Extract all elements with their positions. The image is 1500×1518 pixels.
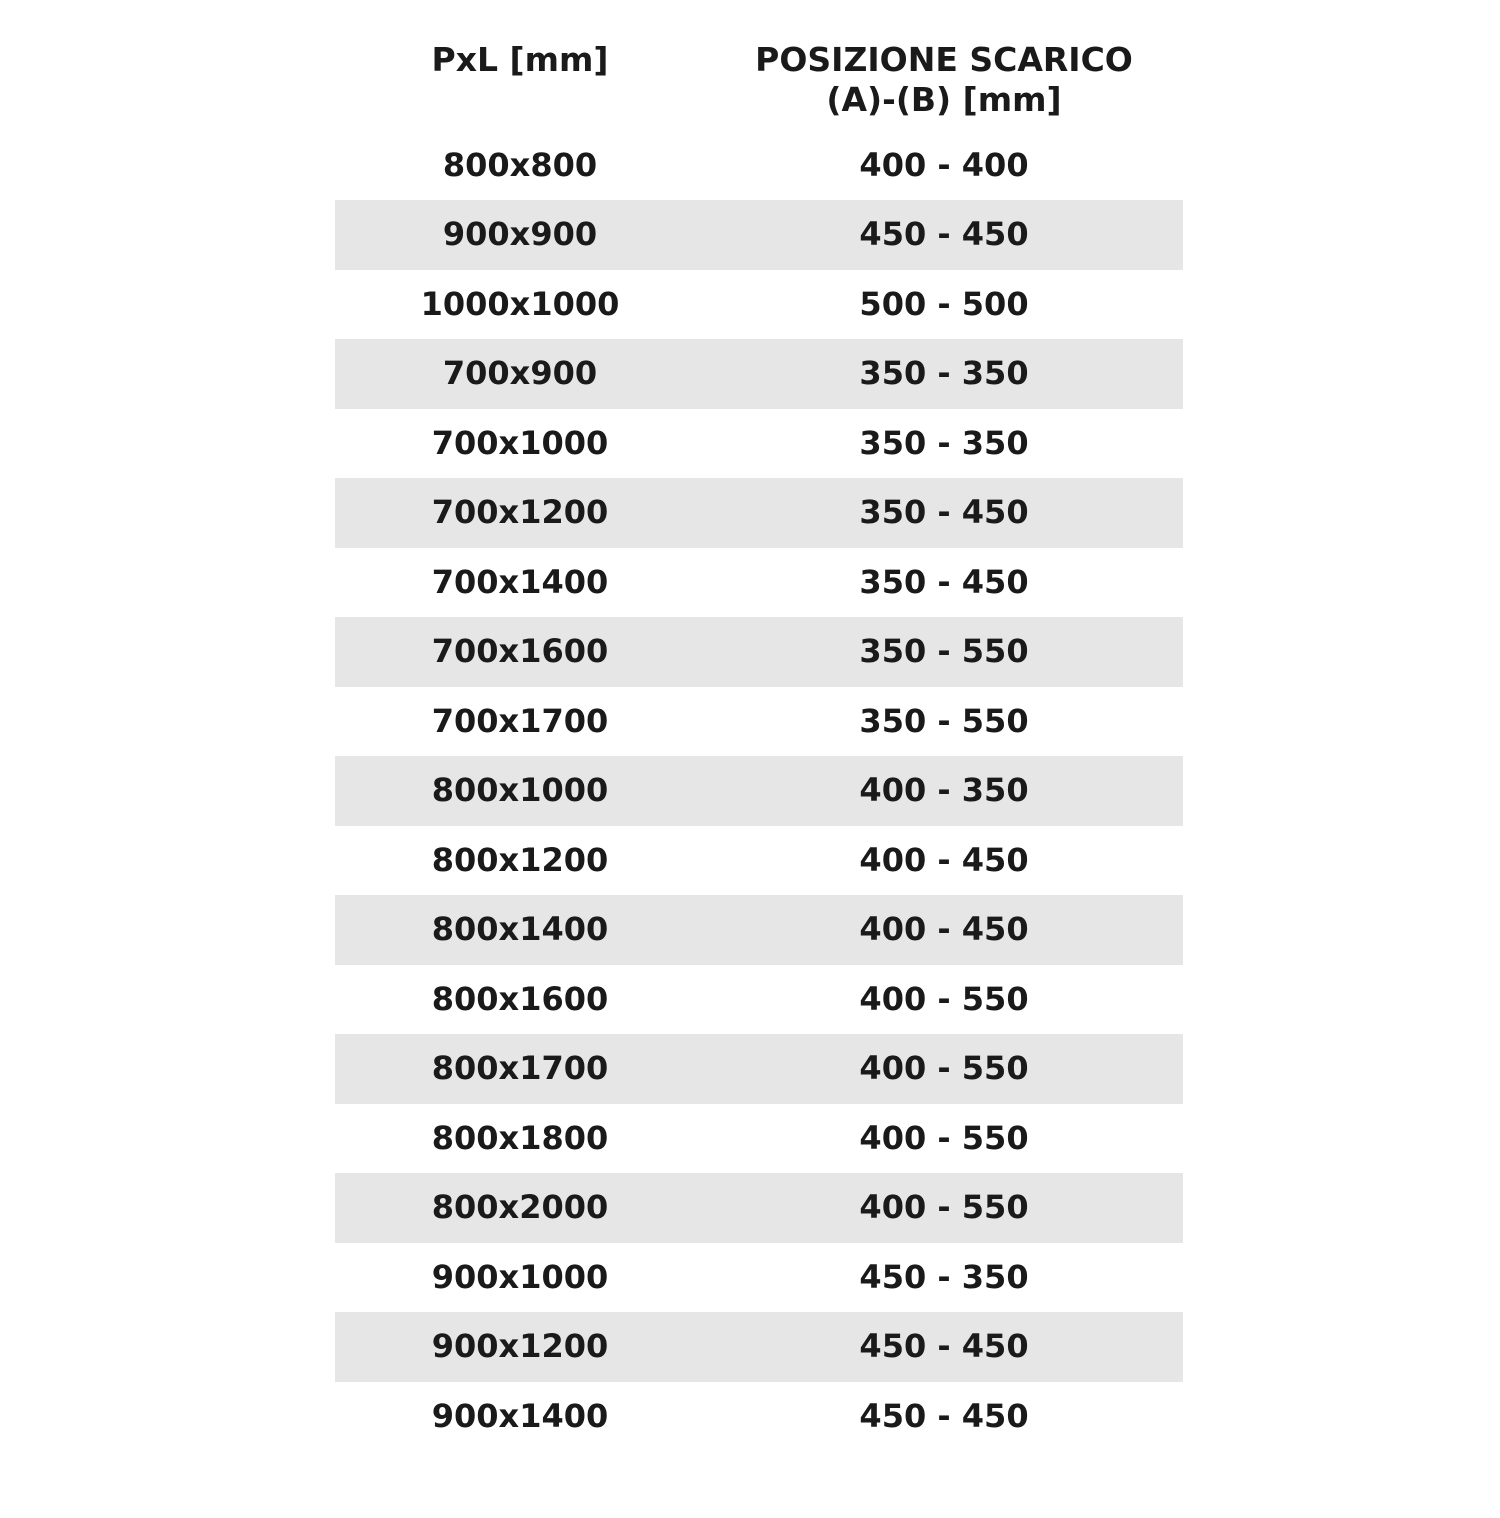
table-row xyxy=(335,1243,1183,1313)
cell-position: 500 - 500 xyxy=(705,270,1183,340)
table-row xyxy=(335,270,1183,340)
table-row xyxy=(335,131,1183,201)
cell-position: 400 - 450 xyxy=(705,895,1183,965)
drain-position-table xyxy=(335,18,1183,1451)
cell-size: 900x1000 xyxy=(335,1243,705,1313)
cell-position: 400 - 550 xyxy=(705,1034,1183,1104)
cell-position: 400 - 550 xyxy=(705,1173,1183,1243)
cell-size: 900x900 xyxy=(335,200,705,270)
cell-position: 350 - 550 xyxy=(705,687,1183,757)
table-row xyxy=(335,1104,1183,1174)
cell-position: 350 - 450 xyxy=(705,548,1183,618)
cell-position: 400 - 550 xyxy=(705,1104,1183,1174)
cell-position: 450 - 450 xyxy=(705,1382,1183,1452)
table-row xyxy=(335,1034,1183,1104)
table-header xyxy=(335,18,1183,131)
cell-size: 800x1600 xyxy=(335,965,705,1035)
cell-size: 700x1400 xyxy=(335,548,705,618)
cell-position: 350 - 350 xyxy=(705,339,1183,409)
cell-position: 350 - 450 xyxy=(705,478,1183,548)
cell-position: 400 - 350 xyxy=(705,756,1183,826)
table-row xyxy=(335,756,1183,826)
cell-size: 800x1000 xyxy=(335,756,705,826)
cell-position: 450 - 450 xyxy=(705,200,1183,270)
cell-position: 400 - 550 xyxy=(705,965,1183,1035)
cell-size: 800x2000 xyxy=(335,1173,705,1243)
cell-position: 450 - 450 xyxy=(705,1312,1183,1382)
cell-position: 450 - 350 xyxy=(705,1243,1183,1313)
table-row xyxy=(335,200,1183,270)
table-header-row xyxy=(335,18,1183,131)
cell-position: 400 - 400 xyxy=(705,131,1183,201)
column-header-position-line2: (A)-(B) [mm] xyxy=(826,80,1062,120)
table-body xyxy=(335,131,1183,1452)
table-row xyxy=(335,965,1183,1035)
document-page xyxy=(0,18,1500,1518)
column-header-position-line1: POSIZIONE SCARICO xyxy=(755,40,1133,79)
cell-size: 700x1000 xyxy=(335,409,705,479)
table-row xyxy=(335,617,1183,687)
cell-size: 700x1600 xyxy=(335,617,705,687)
cell-size: 1000x1000 xyxy=(335,270,705,340)
cell-size: 700x1200 xyxy=(335,478,705,548)
cell-position: 350 - 550 xyxy=(705,617,1183,687)
cell-size: 800x1400 xyxy=(335,895,705,965)
column-header-position xyxy=(705,18,1183,131)
table-row xyxy=(335,548,1183,618)
cell-size: 800x1700 xyxy=(335,1034,705,1104)
cell-size: 800x1200 xyxy=(335,826,705,896)
column-header-size: PxL [mm] xyxy=(431,40,609,79)
cell-size: 800x800 xyxy=(335,131,705,201)
cell-size: 900x1400 xyxy=(335,1382,705,1452)
cell-size: 700x900 xyxy=(335,339,705,409)
table-row xyxy=(335,826,1183,896)
table-row xyxy=(335,1173,1183,1243)
cell-size: 800x1800 xyxy=(335,1104,705,1174)
cell-position: 400 - 450 xyxy=(705,826,1183,896)
table-row xyxy=(335,687,1183,757)
cell-position: 350 - 350 xyxy=(705,409,1183,479)
table-row xyxy=(335,409,1183,479)
table-row xyxy=(335,895,1183,965)
table-row xyxy=(335,478,1183,548)
cell-size: 900x1200 xyxy=(335,1312,705,1382)
table-row xyxy=(335,1382,1183,1452)
table-row xyxy=(335,339,1183,409)
cell-size: 700x1700 xyxy=(335,687,705,757)
table-row xyxy=(335,1312,1183,1382)
